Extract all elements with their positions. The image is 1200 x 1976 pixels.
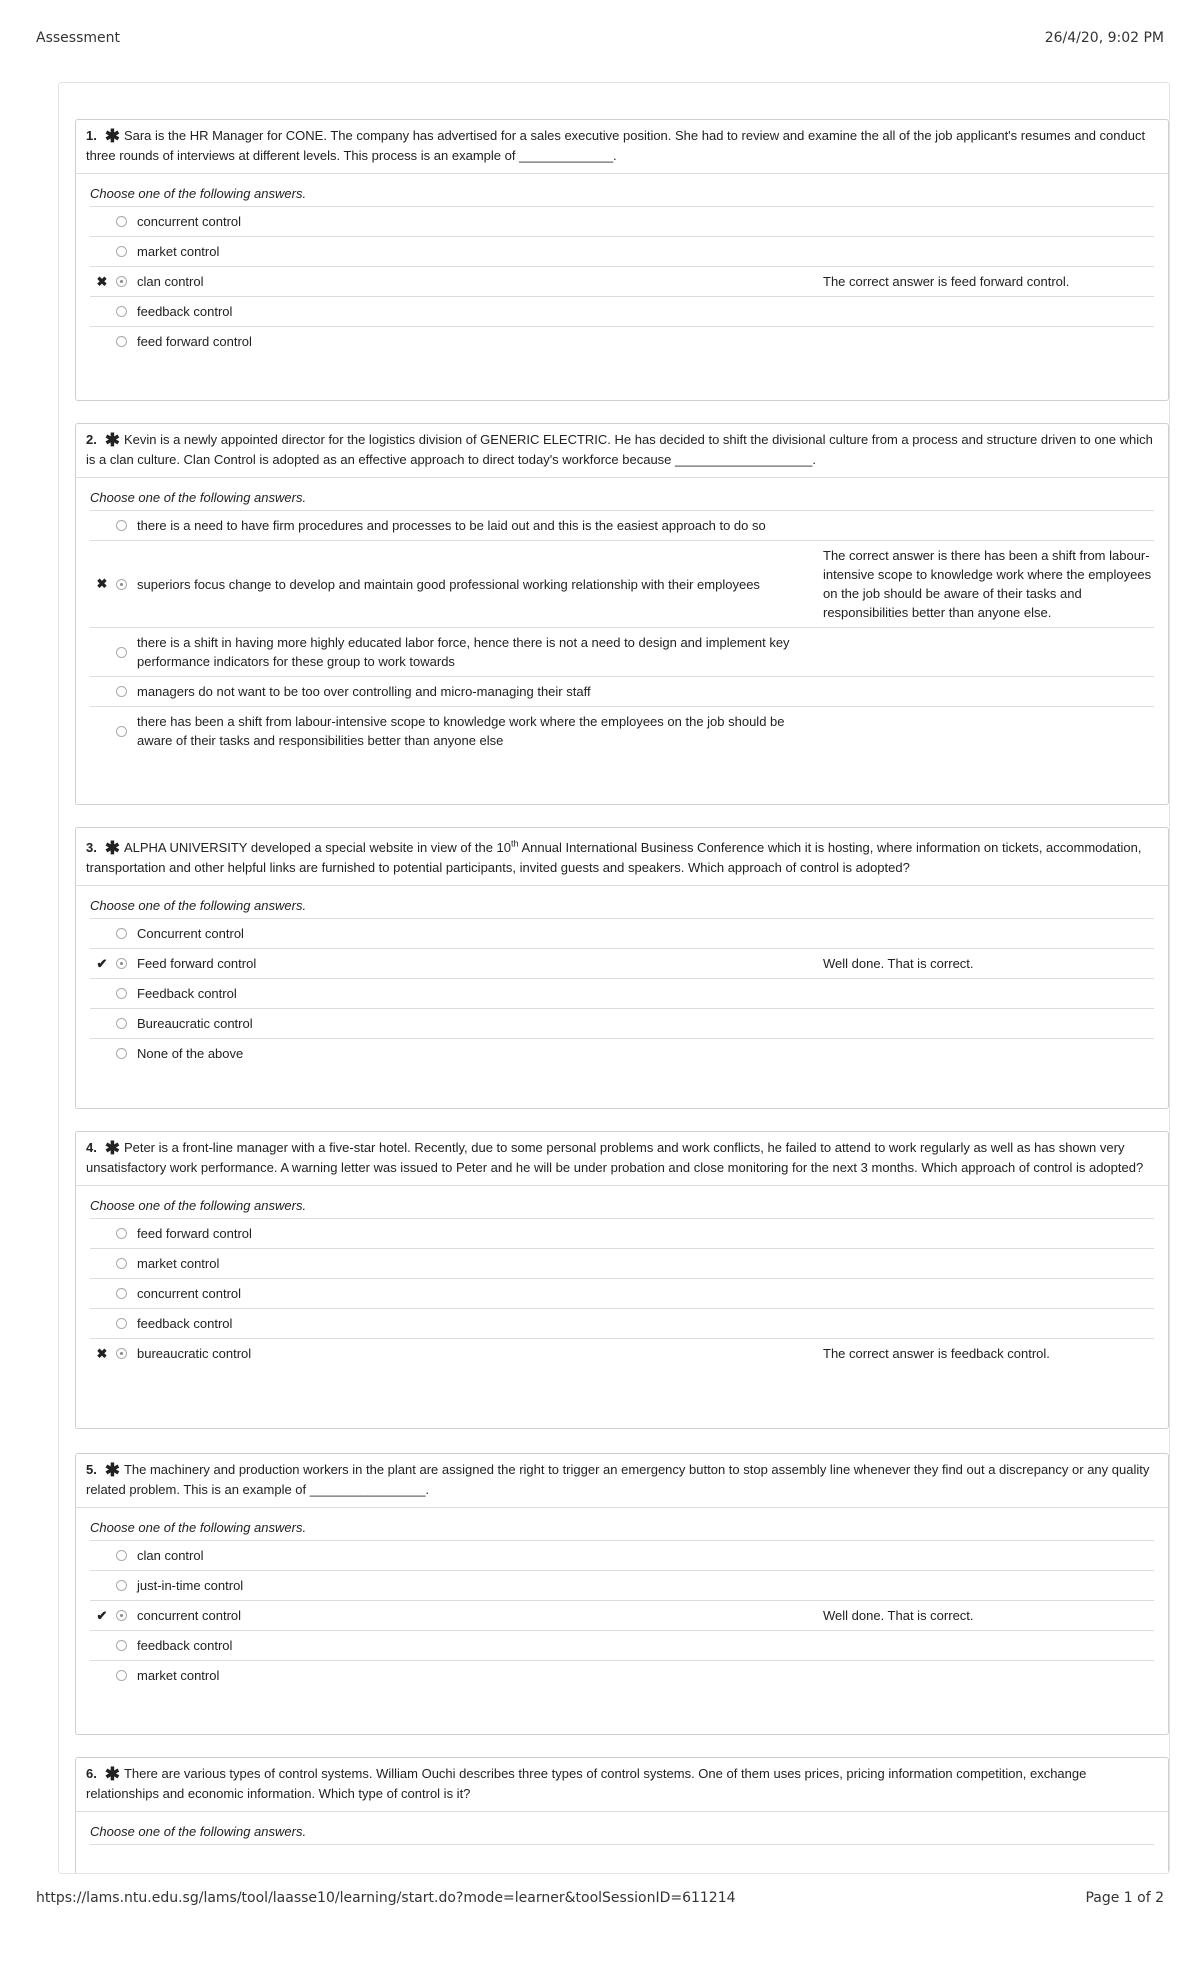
- option-label: market control: [137, 244, 220, 259]
- wrong-mark-icon: ✖: [96, 576, 108, 591]
- radio-button[interactable]: [116, 726, 127, 737]
- option-feedback: [823, 687, 1154, 697]
- option-label: there is a shift in having more highly educated labor force, hence there is not a need to design and implement key performance indicators for these group to work towards: [137, 635, 790, 669]
- option-label: there is a need to have firm procedures and processes to be laid out and this is the easiest approach to do so: [137, 518, 766, 533]
- question-text: The machinery and production workers in the plant are assigned the right to trigger an emergency button to stop assembly line whenever they find out a discrepancy or any quality related problem. This is an example of ________________.: [86, 1462, 1150, 1497]
- answer-option[interactable]: [90, 1661, 1154, 1690]
- option-label: None of the above: [137, 1046, 244, 1062]
- required-asterisk-icon: ✱: [104, 1460, 120, 1480]
- question-header: [76, 1132, 1168, 1186]
- option-feedback: [823, 217, 1154, 227]
- radio-button[interactable]: [116, 1580, 127, 1591]
- answer-option[interactable]: [90, 1571, 1154, 1601]
- option-feedback: [823, 1259, 1154, 1269]
- radio-button[interactable]: [116, 1258, 127, 1269]
- question-card: [75, 827, 1169, 1109]
- question-header: [76, 828, 1168, 886]
- radio-button[interactable]: [116, 1288, 127, 1299]
- option-feedback: [823, 1319, 1154, 1329]
- answer-option[interactable]: [90, 237, 1154, 267]
- question-text: Peter is a front-line manager with a five-star hotel. Recently, due to some personal problems and work conflicts, he failed to attend to work regularly as well as has shown very unsatisfactory work performance. A warning letter was issued to Peter and he will be under probation and close monitoring for the next 3 months. Which approach of control is adopted?: [86, 1140, 1144, 1175]
- print-footer: [36, 1890, 1164, 1906]
- question-number: 5.: [86, 1462, 97, 1477]
- option-feedback: [823, 1289, 1154, 1299]
- option-label: superiors focus change to develop and maintain good professional working relationship with their employees: [137, 576, 760, 592]
- answer-option[interactable]: [90, 1541, 1154, 1571]
- radio-button-selected[interactable]: [116, 958, 127, 969]
- question-header: [76, 1758, 1168, 1812]
- option-feedback: [823, 521, 1154, 531]
- question-card: [75, 1131, 1169, 1429]
- radio-button-selected[interactable]: [116, 1348, 127, 1359]
- option-label: feedback control: [137, 304, 233, 319]
- option-feedback: [823, 307, 1154, 317]
- question-text: Sara is the HR Manager for CONE. The company has advertised for a sales executive position. She had to review and examine the all of the job applicant's resumes and conduct three rounds of interviews at different levels. This process is an example of _____________.: [86, 128, 1146, 163]
- answer-option[interactable]: [90, 1009, 1154, 1039]
- option-feedback: [823, 1229, 1154, 1239]
- question-number: 6.: [86, 1766, 97, 1781]
- answer-option[interactable]: [90, 1601, 1154, 1631]
- answer-option[interactable]: [90, 677, 1154, 707]
- option-label: feedback control: [137, 1316, 233, 1331]
- answer-instruction: Choose one of the following answers.: [90, 1516, 1154, 1541]
- radio-button-selected[interactable]: [116, 276, 127, 287]
- answer-instruction: Choose one of the following answers.: [90, 1820, 1154, 1845]
- answer-option[interactable]: [90, 1249, 1154, 1279]
- question-card: [75, 1757, 1169, 1874]
- option-label: managers do not want to be too over controlling and micro-managing their staff: [137, 684, 591, 699]
- option-feedback: [823, 1049, 1154, 1059]
- option-feedback: [823, 337, 1154, 347]
- option-label: clan control: [137, 274, 204, 289]
- answer-instruction: Choose one of the following answers.: [90, 1194, 1154, 1219]
- option-feedback: The correct answer is there has been a shift from labour-intensive scope to knowledge work where the employees on the job should be aware of their tasks and responsibilities better than anyone else.: [823, 548, 1152, 620]
- option-feedback: [823, 1581, 1154, 1591]
- option-feedback: [823, 989, 1154, 999]
- question-card: [75, 1453, 1169, 1735]
- radio-button[interactable]: [116, 988, 127, 999]
- option-label: Feed forward control: [137, 956, 257, 972]
- radio-button[interactable]: [116, 647, 127, 658]
- answer-option[interactable]: [90, 1279, 1154, 1309]
- answer-option[interactable]: [90, 1339, 1154, 1368]
- required-asterisk-icon: ✱: [104, 1764, 120, 1784]
- option-feedback: [823, 1019, 1154, 1029]
- question-header: [76, 1454, 1168, 1508]
- question-number: 4.: [86, 1140, 97, 1155]
- option-label: market control: [137, 1256, 220, 1271]
- option-label: feedback control: [137, 1638, 233, 1653]
- question-number: 2.: [86, 432, 97, 447]
- required-asterisk-icon: ✱: [104, 1138, 120, 1158]
- option-label: there has been a shift from labour-intensive scope to knowledge work where the employees on the job should be aware of their tasks and responsibilities better than anyone else: [137, 714, 785, 748]
- option-feedback: The correct answer is feed forward control.: [823, 274, 1070, 289]
- option-label: market control: [137, 1668, 220, 1683]
- answer-instruction: Choose one of the following answers.: [90, 894, 1154, 919]
- answer-option[interactable]: [90, 207, 1154, 237]
- option-feedback: [823, 1641, 1154, 1651]
- answer-option[interactable]: [90, 1039, 1154, 1068]
- answer-option[interactable]: [90, 511, 1154, 541]
- radio-button[interactable]: [116, 216, 127, 227]
- radio-button[interactable]: [116, 928, 127, 939]
- radio-button[interactable]: [116, 1018, 127, 1029]
- radio-button[interactable]: [116, 686, 127, 697]
- option-feedback: [823, 1551, 1154, 1561]
- answer-option[interactable]: [90, 267, 1154, 297]
- radio-button[interactable]: [116, 1228, 127, 1239]
- question-header: [76, 424, 1168, 478]
- correct-mark-icon: ✔: [96, 955, 108, 971]
- answer-option[interactable]: [90, 949, 1154, 979]
- radio-button[interactable]: [116, 1670, 127, 1681]
- option-feedback: [823, 647, 1154, 657]
- answer-option[interactable]: [90, 297, 1154, 327]
- option-feedback: [823, 1671, 1154, 1681]
- question-number: 1.: [86, 128, 97, 143]
- question-text: Kevin is a newly appointed director for the logistics division of GENERIC ELECTRIC. He has decided to shift the divisional culture from a process and structure driven to one which is a clan culture. Clan Control is adopted as an effective approach to direct today's workforce because ___________________.: [86, 432, 1153, 467]
- option-label: Concurrent control: [137, 926, 244, 942]
- required-asterisk-icon: ✱: [104, 126, 120, 146]
- option-label: feed forward control: [137, 1226, 252, 1241]
- option-label: clan control: [137, 1548, 204, 1563]
- option-label: feed forward control: [137, 334, 252, 349]
- option-label: Feedback control: [137, 986, 237, 1002]
- required-asterisk-icon: ✱: [104, 430, 120, 450]
- question-header: [76, 120, 1168, 174]
- option-label: bureaucratic control: [137, 1346, 252, 1361]
- answer-option[interactable]: [90, 1219, 1154, 1249]
- answer-instruction: Choose one of the following answers.: [90, 182, 1154, 207]
- print-datetime: 26/4/20, 9:02 PM: [1044, 30, 1164, 46]
- page-url: https://lams.ntu.edu.sg/lams/tool/laasse10/learning/start.do?mode=learner&toolSessionID=611214: [36, 1890, 736, 1906]
- required-asterisk-icon: ✱: [104, 838, 120, 859]
- answer-option[interactable]: [90, 628, 1154, 677]
- question-text: ALPHA UNIVERSITY developed a special website in view of the 10th Annual International Business Conference which it is hosting, where information on tickets, accommodation, transportation and other helpful links are furnished to potential participants, invited guests and speakers. Which approach of control is adopted?: [86, 839, 1142, 876]
- assessment-panel: [58, 82, 1170, 1874]
- question-card: [75, 423, 1169, 805]
- radio-button-selected[interactable]: [116, 1610, 127, 1621]
- radio-button-selected[interactable]: [116, 579, 127, 590]
- correct-mark-icon: ✔: [96, 1607, 108, 1623]
- option-feedback: [823, 929, 1154, 939]
- radio-button[interactable]: [116, 1318, 127, 1329]
- radio-button[interactable]: [116, 1640, 127, 1651]
- option-label: concurrent control: [137, 1286, 242, 1301]
- answer-option[interactable]: [90, 1309, 1154, 1339]
- radio-button[interactable]: [116, 1048, 127, 1059]
- option-label: Bureaucratic control: [137, 1016, 253, 1032]
- print-header: [36, 30, 1164, 46]
- answer-option[interactable]: [90, 979, 1154, 1009]
- radio-button[interactable]: [116, 1550, 127, 1561]
- option-label: concurrent control: [137, 1608, 242, 1623]
- option-feedback: [823, 726, 1154, 736]
- option-label: concurrent control: [137, 214, 242, 229]
- answer-option[interactable]: [90, 919, 1154, 949]
- question-number: 3.: [86, 840, 97, 856]
- question-card: [75, 119, 1169, 401]
- radio-button[interactable]: [116, 246, 127, 257]
- question-text: There are various types of control systems. William Ouchi describes three types of control systems. One of them uses prices, pricing information competition, exchange relationships and economic information. Which type of control is it?: [86, 1766, 1087, 1801]
- wrong-mark-icon: ✖: [96, 273, 108, 289]
- radio-button[interactable]: [116, 520, 127, 531]
- radio-button[interactable]: [116, 336, 127, 347]
- option-feedback: The correct answer is feedback control.: [823, 1346, 1050, 1361]
- document-title: Assessment: [36, 30, 120, 46]
- answer-option[interactable]: [90, 707, 1154, 755]
- option-label: just-in-time control: [137, 1578, 244, 1593]
- radio-button[interactable]: [116, 306, 127, 317]
- option-feedback: [823, 247, 1154, 257]
- answer-option[interactable]: [90, 541, 1154, 628]
- answer-instruction: Choose one of the following answers.: [90, 486, 1154, 511]
- page-number: Page 1 of 2: [1085, 1890, 1164, 1906]
- option-feedback: Well done. That is correct.: [823, 1608, 974, 1623]
- answer-option[interactable]: [90, 1631, 1154, 1661]
- answer-option[interactable]: [90, 327, 1154, 356]
- option-feedback: Well done. That is correct.: [823, 956, 974, 972]
- wrong-mark-icon: ✖: [96, 1345, 108, 1361]
